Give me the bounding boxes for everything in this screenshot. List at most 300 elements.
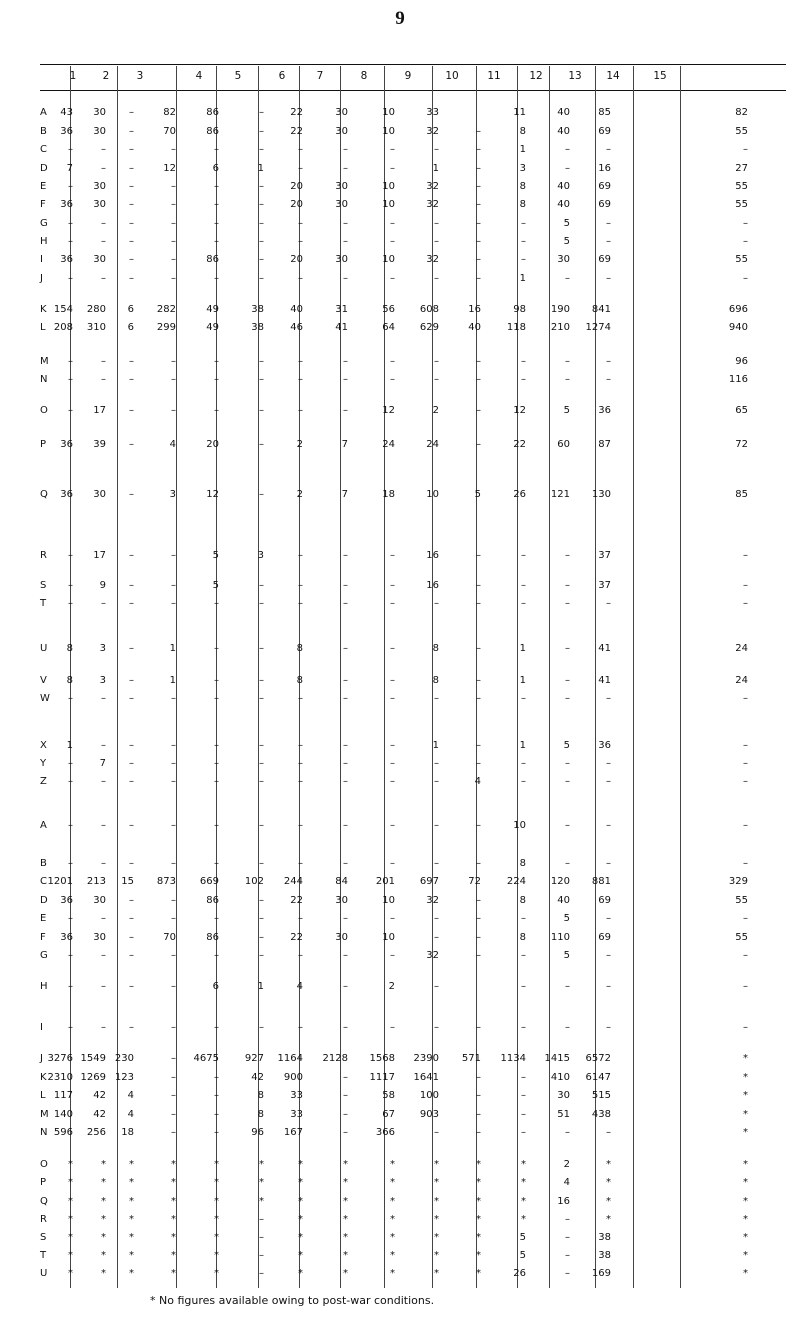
table-cell: – — [343, 218, 348, 229]
table-cell: – — [298, 273, 303, 284]
table-cell: – — [434, 858, 439, 869]
table-cell: 86 — [206, 107, 219, 118]
table-cell: 30 — [335, 254, 348, 265]
table-cell: – — [606, 236, 611, 247]
table-cell: 20 — [290, 254, 303, 265]
table-cell: * — [68, 1177, 73, 1188]
row-label: J — [40, 273, 43, 284]
table-cell: – — [259, 895, 264, 906]
table-cell: 22 — [513, 439, 526, 450]
table-cell: – — [434, 1022, 439, 1033]
table-cell: – — [101, 218, 106, 229]
table-cell: – — [101, 163, 106, 174]
table-cell: 18 — [382, 489, 395, 500]
table-cell: – — [565, 273, 570, 284]
row-label: L — [40, 1090, 46, 1101]
table-cell: – — [214, 144, 219, 155]
table-cell: * — [298, 1268, 303, 1279]
table-cell: 224 — [506, 876, 526, 887]
row-label: T — [40, 598, 47, 609]
table-cell: – — [343, 693, 348, 704]
table-cell: – — [476, 932, 481, 943]
table-cell: – — [434, 776, 439, 787]
table-cell: – — [606, 858, 611, 869]
table-cell: 1274 — [585, 322, 611, 333]
table-cell: – — [298, 163, 303, 174]
table-cell: 40 — [290, 304, 303, 315]
table-cell: * — [606, 1214, 611, 1225]
table-cell: 8 — [257, 1109, 264, 1120]
table-cell: – — [521, 254, 526, 265]
column-header: 13 — [568, 70, 582, 82]
row-label: A — [40, 107, 47, 118]
table-cell: 10 — [382, 254, 395, 265]
table-cell: – — [343, 374, 348, 385]
table-cell: 32 — [426, 181, 439, 192]
table-cell: 69 — [598, 932, 611, 943]
table-cell: 24 — [735, 675, 748, 686]
table-cell: – — [171, 374, 176, 385]
table-cell: – — [101, 740, 106, 751]
table-top-rule — [40, 64, 786, 65]
table-cell: – — [343, 776, 348, 787]
table-cell: 82 — [163, 107, 176, 118]
table-cell: – — [298, 580, 303, 591]
row-label: U — [40, 1268, 48, 1279]
table-cell: 213 — [86, 876, 106, 887]
table-cell: * — [298, 1232, 303, 1243]
row-label: Q — [40, 489, 48, 500]
table-cell: – — [434, 913, 439, 924]
table-cell: – — [129, 913, 134, 924]
table-cell: – — [743, 740, 748, 751]
table-cell: 22 — [290, 895, 303, 906]
table-cell: – — [171, 550, 176, 561]
table-cell: 17 — [93, 405, 106, 416]
table-cell: * — [390, 1214, 395, 1225]
table-cell: 1415 — [544, 1053, 570, 1064]
table-cell: – — [101, 236, 106, 247]
column-rule — [633, 66, 634, 1288]
table-cell: – — [129, 550, 134, 561]
table-cell: – — [129, 580, 134, 591]
table-cell: 32 — [426, 950, 439, 961]
row-label: A — [40, 820, 47, 831]
table-cell: – — [68, 598, 73, 609]
table-cell: * — [171, 1232, 176, 1243]
table-cell: – — [743, 913, 748, 924]
table-cell: 69 — [598, 254, 611, 265]
table-cell: – — [343, 405, 348, 416]
table-cell: – — [171, 858, 176, 869]
table-cell: – — [521, 1127, 526, 1138]
table-cell: 32 — [426, 254, 439, 265]
table-cell: * — [521, 1177, 526, 1188]
table-cell: 55 — [735, 199, 748, 210]
row-label: D — [40, 895, 48, 906]
table-cell: 140 — [53, 1109, 73, 1120]
table-cell: – — [521, 356, 526, 367]
column-header: 15 — [653, 70, 667, 82]
table-cell: – — [743, 273, 748, 284]
table-cell: – — [129, 932, 134, 943]
table-cell: – — [606, 950, 611, 961]
table-cell: – — [565, 643, 570, 654]
table-cell: – — [214, 405, 219, 416]
table-cell: – — [743, 236, 748, 247]
table-cell: 2 — [296, 489, 303, 500]
table-cell: – — [68, 550, 73, 561]
table-cell: 85 — [735, 489, 748, 500]
table-cell: * — [129, 1232, 134, 1243]
table-cell: 1 — [519, 273, 526, 284]
table-cell: – — [434, 758, 439, 769]
table-cell: 10 — [382, 107, 395, 118]
table-cell: * — [521, 1214, 526, 1225]
table-cell: 208 — [53, 322, 73, 333]
row-label: I — [40, 1022, 43, 1033]
table-cell: – — [434, 1127, 439, 1138]
table-cell: * — [743, 1250, 748, 1261]
table-cell: * — [101, 1159, 106, 1170]
table-cell: – — [606, 356, 611, 367]
table-cell: 596 — [53, 1127, 73, 1138]
table-cell: * — [434, 1250, 439, 1261]
table-cell: – — [743, 144, 748, 155]
table-cell: 1 — [432, 740, 439, 751]
table-cell: – — [171, 950, 176, 961]
table-cell: – — [476, 374, 481, 385]
column-header: 9 — [404, 70, 412, 82]
table-cell: – — [743, 550, 748, 561]
table-cell: – — [565, 1232, 570, 1243]
table-cell: – — [606, 273, 611, 284]
table-cell: 40 — [557, 107, 570, 118]
table-cell: 6 — [127, 322, 134, 333]
table-cell: – — [129, 858, 134, 869]
table-cell: 8 — [66, 675, 73, 686]
table-cell: – — [68, 758, 73, 769]
table-cell: 6 — [127, 304, 134, 315]
table-cell: 873 — [156, 876, 176, 887]
table-cell: 33 — [426, 107, 439, 118]
table-cell: * — [390, 1250, 395, 1261]
table-cell: 154 — [53, 304, 73, 315]
row-label: O — [40, 405, 48, 416]
table-cell: – — [171, 895, 176, 906]
table-cell: – — [214, 758, 219, 769]
table-cell: – — [565, 144, 570, 155]
table-cell: – — [390, 758, 395, 769]
table-cell: – — [343, 950, 348, 961]
table-cell: 7 — [99, 758, 106, 769]
row-label: K — [40, 304, 47, 315]
table-cell: 31 — [335, 304, 348, 315]
table-cell: 86 — [206, 126, 219, 137]
table-cell: 49 — [206, 304, 219, 315]
row-label: G — [40, 218, 48, 229]
table-cell: – — [214, 1072, 219, 1083]
table-cell: – — [129, 144, 134, 155]
table-cell: – — [565, 820, 570, 831]
row-label: E — [40, 181, 47, 192]
table-cell: – — [171, 1072, 176, 1083]
table-cell: 8 — [296, 675, 303, 686]
table-cell: – — [434, 144, 439, 155]
table-cell: 10 — [382, 181, 395, 192]
table-cell: – — [298, 740, 303, 751]
table-cell: * — [101, 1214, 106, 1225]
table-cell: * — [214, 1196, 219, 1207]
table-cell: – — [129, 675, 134, 686]
table-cell: 55 — [735, 126, 748, 137]
table-cell: – — [171, 144, 176, 155]
table-cell: – — [171, 356, 176, 367]
table-cell: – — [565, 693, 570, 704]
row-label: F — [40, 199, 46, 210]
table-cell: 69 — [598, 199, 611, 210]
table-cell: * — [343, 1159, 348, 1170]
table-cell: – — [259, 1268, 264, 1279]
table-cell: – — [476, 758, 481, 769]
table-cell: 927 — [244, 1053, 264, 1064]
table-cell: – — [476, 693, 481, 704]
table-cell: – — [476, 1109, 481, 1120]
table-cell: 5 — [474, 489, 481, 500]
table-cell: – — [129, 163, 134, 174]
table-cell: 190 — [550, 304, 570, 315]
row-label: O — [40, 1159, 48, 1170]
table-cell: – — [129, 820, 134, 831]
table-cell: 841 — [591, 304, 611, 315]
table-cell: * — [171, 1214, 176, 1225]
table-cell: – — [606, 598, 611, 609]
table-cell: – — [343, 598, 348, 609]
table-cell: * — [129, 1177, 134, 1188]
table-cell: 32 — [426, 126, 439, 137]
table-cell: * — [476, 1196, 481, 1207]
table-cell: – — [171, 1127, 176, 1138]
table-cell: – — [606, 144, 611, 155]
table-cell: – — [521, 1022, 526, 1033]
table-cell: 881 — [591, 876, 611, 887]
table-cell: – — [476, 740, 481, 751]
table-cell: 130 — [591, 489, 611, 500]
table-cell: – — [565, 580, 570, 591]
table-cell: – — [390, 236, 395, 247]
table-cell: 36 — [60, 895, 73, 906]
table-cell: 123 — [114, 1072, 134, 1083]
table-cell: * — [129, 1159, 134, 1170]
row-label: W — [40, 693, 50, 704]
table-cell: * — [68, 1196, 73, 1207]
table-cell: – — [343, 580, 348, 591]
table-cell: 24 — [382, 439, 395, 450]
table-cell: – — [171, 218, 176, 229]
table-cell: – — [743, 218, 748, 229]
table-cell: – — [565, 1127, 570, 1138]
table-cell: – — [214, 950, 219, 961]
table-cell: – — [743, 693, 748, 704]
row-label: C — [40, 876, 47, 887]
table-cell: – — [521, 776, 526, 787]
table-cell: – — [129, 489, 134, 500]
table-cell — [441, 105, 481, 121]
table-cell: * — [476, 1268, 481, 1279]
table-cell: 36 — [60, 126, 73, 137]
table-cell: 3 — [99, 675, 106, 686]
table-cell: 30 — [93, 932, 106, 943]
table-cell: – — [101, 820, 106, 831]
table-cell: * — [521, 1159, 526, 1170]
table-cell: – — [214, 913, 219, 924]
column-header: 3 — [136, 70, 144, 82]
table-cell: – — [259, 693, 264, 704]
table-cell: 82 — [735, 107, 748, 118]
table-cell: 6572 — [585, 1053, 611, 1064]
table-cell: – — [390, 218, 395, 229]
table-cell: – — [171, 273, 176, 284]
table-cell: 24 — [735, 643, 748, 654]
row-label: G — [40, 950, 48, 961]
table-cell: * — [743, 1159, 748, 1170]
table-cell: – — [343, 550, 348, 561]
table-cell: 6147 — [585, 1072, 611, 1083]
table-cell: 16 — [426, 580, 439, 591]
table-cell: – — [259, 489, 264, 500]
table-cell: 30 — [93, 895, 106, 906]
table-cell: – — [214, 693, 219, 704]
table-cell: – — [390, 776, 395, 787]
table-cell: 11 — [513, 107, 526, 118]
table-cell: * — [343, 1232, 348, 1243]
table-cell: – — [476, 163, 481, 174]
table-cell: 41 — [598, 675, 611, 686]
column-header: 6 — [278, 70, 286, 82]
table-cell: – — [390, 950, 395, 961]
table-cell: – — [743, 598, 748, 609]
table-cell: – — [434, 693, 439, 704]
table-cell: – — [434, 356, 439, 367]
table-cell: 4 — [169, 439, 176, 450]
table-cell: – — [521, 218, 526, 229]
table-cell: 1 — [257, 981, 264, 992]
table-cell: 42 — [251, 1072, 264, 1083]
table-cell: 2 — [563, 1159, 570, 1170]
table-cell: 26 — [513, 1268, 526, 1279]
table-cell: * — [743, 1072, 748, 1083]
table-cell: 5 — [212, 580, 219, 591]
table-cell: * — [171, 1196, 176, 1207]
table-cell: – — [476, 218, 481, 229]
table-cell: – — [259, 126, 264, 137]
table-cell: – — [68, 374, 73, 385]
table-cell: – — [476, 126, 481, 137]
table-cell: 282 — [156, 304, 176, 315]
table-cell: 72 — [735, 439, 748, 450]
table-cell: – — [476, 199, 481, 210]
row-label: Z — [40, 776, 47, 787]
table-cell: – — [390, 580, 395, 591]
table-cell: – — [476, 858, 481, 869]
table-cell: * — [101, 1177, 106, 1188]
table-cell: 42 — [93, 1090, 106, 1101]
table-cell: 1269 — [80, 1072, 106, 1083]
table-cell: 87 — [598, 439, 611, 450]
table-cell: 40 — [468, 322, 481, 333]
table-cell: – — [129, 1022, 134, 1033]
table-cell: * — [390, 1268, 395, 1279]
table-cell: * — [101, 1268, 106, 1279]
table-cell: – — [343, 858, 348, 869]
table-cell: 1 — [519, 144, 526, 155]
table-cell: * — [68, 1232, 73, 1243]
table-cell: – — [390, 163, 395, 174]
table-cell: – — [476, 1072, 481, 1083]
row-label: B — [40, 858, 47, 869]
column-header: 11 — [487, 70, 501, 82]
table-cell: 20 — [206, 439, 219, 450]
table-cell: 30 — [93, 254, 106, 265]
table-cell: 40 — [557, 181, 570, 192]
table-cell: 410 — [550, 1072, 570, 1083]
table-cell: 69 — [598, 895, 611, 906]
table-cell: – — [259, 580, 264, 591]
table-cell: 39 — [93, 439, 106, 450]
table-cell: – — [565, 675, 570, 686]
column-header: 12 — [529, 70, 543, 82]
table-cell: – — [214, 740, 219, 751]
table-cell: – — [101, 144, 106, 155]
table-cell: 329 — [728, 876, 748, 887]
table-cell: – — [298, 236, 303, 247]
table-cell: – — [476, 439, 481, 450]
table-cell: – — [101, 374, 106, 385]
table-cell: 51 — [557, 1109, 570, 1120]
table-cell: * — [101, 1196, 106, 1207]
table-cell: * — [743, 1053, 748, 1064]
table-cell: – — [343, 643, 348, 654]
table-cell: – — [129, 643, 134, 654]
table-cell: 9 — [99, 580, 106, 591]
table-cell: – — [129, 439, 134, 450]
table-cell: * — [434, 1232, 439, 1243]
table-cell: 30 — [93, 489, 106, 500]
table-cell: * — [476, 1159, 481, 1170]
table-cell: – — [343, 675, 348, 686]
table-cell: 1641 — [413, 1072, 439, 1083]
table-cell: 85 — [598, 107, 611, 118]
table-cell: – — [565, 776, 570, 787]
table-cell: – — [606, 218, 611, 229]
table-cell: – — [390, 374, 395, 385]
table-cell: – — [565, 1214, 570, 1225]
header-rule — [40, 90, 786, 91]
table-cell: 5 — [212, 550, 219, 561]
table-cell: – — [565, 374, 570, 385]
table-cell: 58 — [382, 1090, 395, 1101]
table-cell: * — [259, 1196, 264, 1207]
table-cell: 69 — [598, 126, 611, 137]
table-cell: – — [565, 550, 570, 561]
table-cell: 67 — [382, 1109, 395, 1120]
table-cell: – — [129, 758, 134, 769]
table-cell: – — [390, 598, 395, 609]
table-cell: – — [129, 950, 134, 961]
table-cell: 5 — [563, 236, 570, 247]
table-cell: 167 — [283, 1127, 303, 1138]
table-cell: – — [521, 236, 526, 247]
